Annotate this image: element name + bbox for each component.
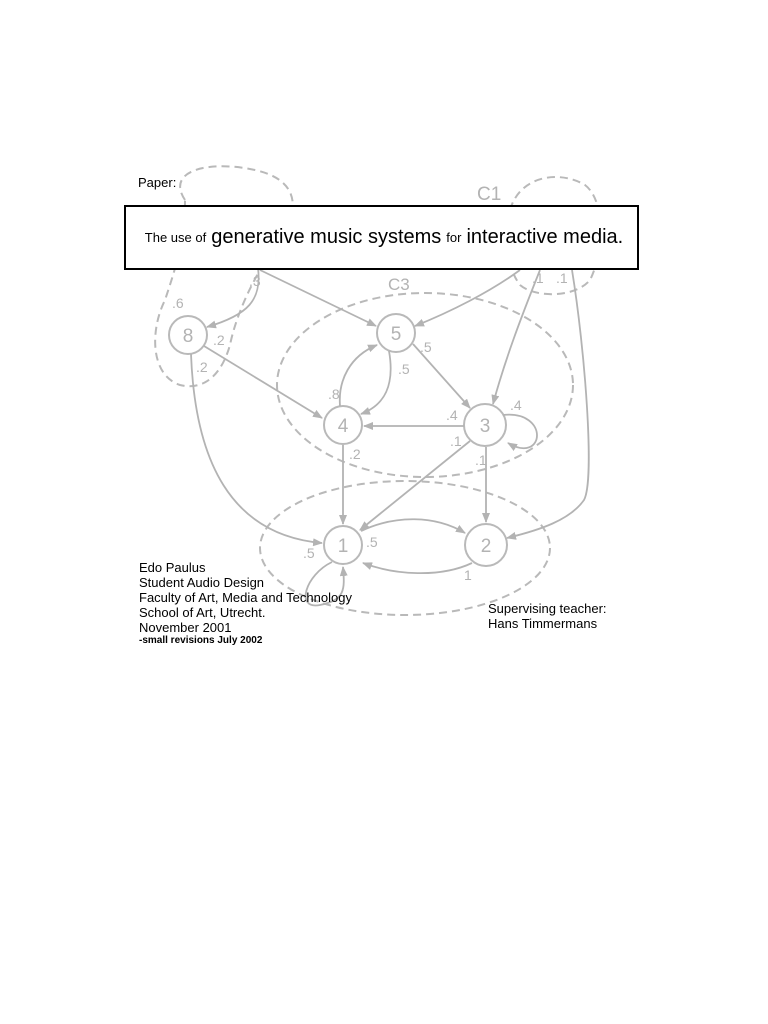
author-name: Edo Paulus — [139, 560, 206, 575]
node-2-label: 2 — [480, 536, 492, 557]
node-1-label: 1 — [337, 536, 349, 557]
teacher-name: Hans Timmermans — [488, 616, 598, 631]
cluster-c1-label: C1 — [477, 184, 502, 205]
title-suffix: interactive media. — [466, 226, 624, 248]
weight-label: .6 — [172, 295, 184, 311]
weight-label: .2 — [213, 332, 225, 348]
title-prefix: The use of — [144, 230, 207, 245]
cluster-c3-label: C3 — [388, 275, 410, 294]
title-box — [124, 205, 639, 270]
title-connector: for — [446, 230, 462, 245]
weight-label: .2 — [349, 446, 361, 462]
edge-1-to-2 — [361, 519, 465, 533]
edge-4-to-5 — [340, 345, 377, 406]
weight-label: .5 — [366, 534, 378, 550]
author-date: November 2001 — [139, 620, 232, 635]
node-4-label: 4 — [337, 416, 349, 437]
title-main: generative music systems — [211, 226, 442, 248]
author-faculty: Faculty of Art, Media and Technology — [139, 590, 352, 605]
weight-label: .4 — [446, 407, 458, 423]
weight-label: .1 — [532, 270, 544, 286]
paper-label: Paper: — [138, 175, 177, 190]
teacher-label: Supervising teacher: — [488, 601, 607, 616]
node-8-label: 8 — [182, 326, 194, 347]
author-course: Student Audio Design — [139, 575, 265, 590]
weight-label: .3 — [249, 273, 261, 289]
weight-label: .1 — [475, 452, 487, 468]
author-school: School of Art, Utrecht. — [139, 605, 266, 620]
node-5-label: 5 — [390, 324, 402, 345]
edge-c1-to-5 — [415, 270, 520, 326]
edge-3-self — [503, 415, 537, 449]
weight-label: .1 — [450, 433, 462, 449]
weight-label: .5 — [303, 545, 315, 561]
edge-8-to-4 — [204, 346, 322, 418]
weight-label: .2 — [196, 359, 208, 375]
weight-label: .5 — [398, 361, 410, 377]
edge-c1-to-3 — [493, 270, 540, 404]
weight-label: .5 — [420, 339, 432, 355]
edge-8-to-1 — [191, 354, 322, 543]
weight-label: .1 — [556, 270, 568, 286]
author-block — [139, 560, 352, 647]
weight-label: 1 — [464, 567, 472, 583]
edge-top-to-5 — [260, 270, 376, 326]
node-3-label: 3 — [479, 416, 491, 437]
weight-label: .8 — [328, 386, 340, 402]
weight-label: .4 — [510, 397, 522, 413]
edge-5-to-4 — [361, 351, 391, 414]
author-revision: -small revisions July 2002 — [139, 635, 263, 646]
cluster-c3-outline — [277, 293, 573, 477]
teacher-block — [488, 601, 607, 631]
edge-2-to-1 — [363, 563, 472, 573]
